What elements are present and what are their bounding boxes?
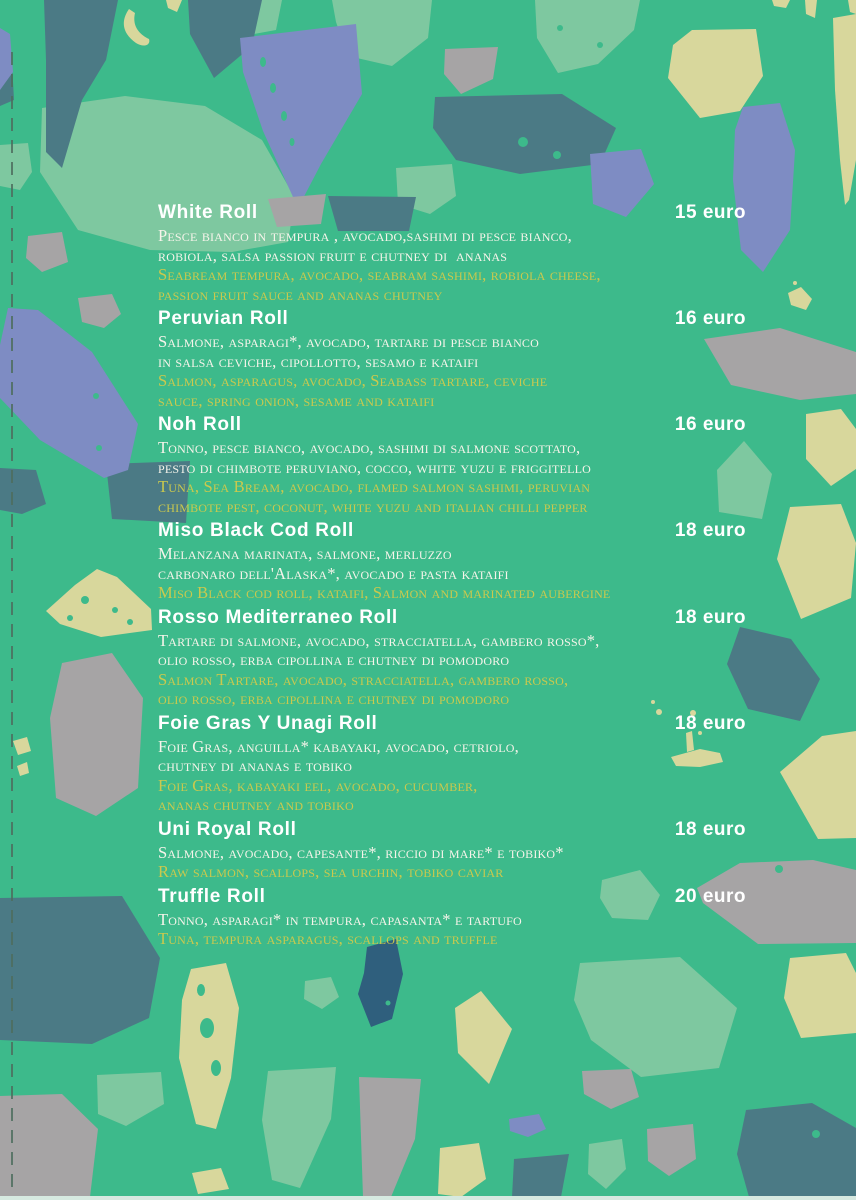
terrazzo-shape xyxy=(359,1077,421,1197)
menu-item xyxy=(158,884,746,949)
item-name: White Roll xyxy=(158,202,258,223)
terrazzo-shape xyxy=(775,865,783,873)
terrazzo-shape xyxy=(553,151,561,159)
terrazzo-shape xyxy=(179,963,239,1129)
terrazzo-shape xyxy=(647,1124,696,1176)
menu-list xyxy=(158,200,746,951)
terrazzo-shape xyxy=(574,957,737,1077)
item-desc-english-line: Foie Gras, kabayaki eel, avocado, cucumber, xyxy=(158,775,478,795)
terrazzo-shape xyxy=(784,953,856,1038)
menu-item xyxy=(158,518,746,603)
terrazzo-shape xyxy=(290,138,295,146)
terrazzo-shape xyxy=(737,1103,856,1197)
terrazzo-shape xyxy=(509,1114,546,1137)
item-desc-italian-line: Pesce bianco in tempura , avocado,sashimi di pesce bianco, xyxy=(158,226,572,245)
item-price: 18 euro xyxy=(674,818,746,840)
item-header xyxy=(158,817,746,843)
item-desc-english-line: sauce, spring onion, sesame and kataifi xyxy=(158,390,435,410)
terrazzo-shape xyxy=(535,0,640,73)
terrazzo-shape xyxy=(93,393,99,399)
item-header xyxy=(158,306,746,332)
item-desc-english-line: ananas chutney and tobiko xyxy=(158,795,354,814)
item-header xyxy=(158,412,746,438)
item-desc-italian-line: olio rosso, erba cipollina e chutney di pomodoro xyxy=(158,650,510,669)
item-header xyxy=(158,200,746,226)
item-price: 15 euro xyxy=(674,202,746,223)
terrazzo-shape xyxy=(262,1067,336,1188)
terrazzo-shape xyxy=(260,57,266,67)
item-desc-italian-line: Tonno, asparagi* in tempura, capasanta* e tartufo xyxy=(158,909,522,929)
item-desc-english-line: Tuna, tempura asparagus, scallops and truffle xyxy=(158,929,498,948)
item-desc-english-line: Salmon Tartare, avocado, stracciatella, gambero rosso, xyxy=(158,669,569,689)
terrazzo-shape xyxy=(433,94,616,174)
terrazzo-shape xyxy=(0,143,32,190)
item-name: Foie Gras Y Unagi Roll xyxy=(158,712,378,734)
menu-item xyxy=(158,711,746,815)
menu-item xyxy=(158,306,746,410)
item-name: Uni Royal Roll xyxy=(158,818,297,840)
item-desc-italian-line: pesto di chimbote peruviano, cocco, white yuzu e friggitello xyxy=(158,457,592,477)
terrazzo-shape xyxy=(270,83,276,93)
item-desc-english-line: Miso Black cod roll, kataifi, Salmon and marinated aubergine xyxy=(158,583,611,602)
terrazzo-shape xyxy=(557,25,563,31)
terrazzo-shape xyxy=(67,615,73,621)
terrazzo-shape xyxy=(192,1168,229,1194)
item-desc-italian-line: Tartare di salmone, avocado, stracciatella, gambero rosso*, xyxy=(158,630,600,650)
terrazzo-shape xyxy=(112,607,118,613)
item-name: Rosso Mediterraneo Roll xyxy=(158,606,398,628)
item-desc-italian-line: robiola, salsa passion fruit e chutney di ananas xyxy=(158,245,508,265)
item-desc-italian-line: Salmone, avocado, capesante*, riccio di mare* e tobiko* xyxy=(158,842,564,862)
terrazzo-shape xyxy=(668,29,763,118)
terrazzo-shape xyxy=(582,1069,639,1109)
item-desc-italian-line: carbonaro dell'Alaska*, avocado e pasta kataifi xyxy=(158,563,509,583)
item-header xyxy=(158,884,746,910)
terrazzo-shape xyxy=(78,294,121,328)
terrazzo-shape xyxy=(281,111,287,121)
bottom-edge-strip xyxy=(0,1196,856,1200)
item-desc-italian-line: Salmone, asparagi*, avocado, tartare di pesce bianco xyxy=(158,332,540,351)
terrazzo-shape xyxy=(200,1018,214,1038)
item-desc-italian-line: Foie Gras, anguilla* kabayaki, avocado, cetriolo, xyxy=(158,736,519,756)
terrazzo-shape xyxy=(0,896,160,1044)
terrazzo-shape xyxy=(386,1001,391,1006)
item-header xyxy=(158,711,746,737)
item-desc-italian-line: chutney di ananas e tobiko xyxy=(158,756,353,775)
item-price: 16 euro xyxy=(674,414,746,435)
item-name: Miso Black Cod Roll xyxy=(158,520,354,541)
terrazzo-shape xyxy=(455,991,512,1084)
terrazzo-shape xyxy=(512,1154,569,1197)
item-desc-italian-line: Tonno, pesce bianco, avocado, sashimi di salmone scottato, xyxy=(158,438,581,457)
menu-item xyxy=(158,412,746,516)
item-desc-english-line: Tuna, Sea Bream, avocado, flamed salmon sashimi, peruvian xyxy=(158,477,591,496)
terrazzo-shape xyxy=(772,0,790,8)
item-desc-english-line: Seabream tempura, avocado, seabram sashimi, robiola cheese, xyxy=(158,265,601,284)
terrazzo-shape xyxy=(805,0,817,18)
terrazzo-shape xyxy=(26,232,68,272)
item-desc-english-line: chimbote pest, coconut, white yuzu and italian chilli pepper xyxy=(158,496,588,516)
menu-item xyxy=(158,200,746,304)
terrazzo-shape xyxy=(812,1130,820,1138)
terrazzo-shape xyxy=(96,445,102,451)
terrazzo-shape xyxy=(0,468,46,514)
item-name: Noh Roll xyxy=(158,414,242,435)
menu-item xyxy=(158,817,746,882)
terrazzo-shape xyxy=(438,1143,486,1197)
terrazzo-shape xyxy=(788,287,812,310)
terrazzo-shape xyxy=(0,1094,98,1197)
terrazzo-shape xyxy=(97,1072,164,1126)
terrazzo-navy-group xyxy=(358,939,403,1027)
item-name: Peruvian Roll xyxy=(158,308,289,329)
terrazzo-shape xyxy=(211,1060,221,1076)
terrazzo-shape xyxy=(597,42,603,48)
terrazzo-shape xyxy=(777,504,856,619)
item-desc-english-line: Salmon, asparagus, avocado, Seabass tartare, ceviche xyxy=(158,371,548,390)
terrazzo-shape xyxy=(127,619,133,625)
terrazzo-shape xyxy=(780,731,856,839)
terrazzo-shape xyxy=(13,737,31,755)
terrazzo-shape xyxy=(197,984,205,996)
item-desc-english-line: Raw salmon, scallops, sea urchin, tobiko caviar xyxy=(158,862,504,881)
item-desc-english-line: passion fruit sauce and ananas chutney xyxy=(158,284,443,304)
item-price: 18 euro xyxy=(674,606,746,628)
terrazzo-shape xyxy=(806,409,856,486)
terrazzo-shape xyxy=(304,977,339,1009)
menu-item xyxy=(158,605,746,709)
item-price: 18 euro xyxy=(674,520,746,541)
terrazzo-shape xyxy=(444,47,498,94)
item-desc-italian-line: in salsa ceviche, cipollotto, sesamo e kataifi xyxy=(158,351,479,371)
item-name: Truffle Roll xyxy=(158,885,266,907)
terrazzo-shape xyxy=(793,281,797,285)
item-header xyxy=(158,605,746,631)
terrazzo-shape xyxy=(124,9,150,46)
terrazzo-shape xyxy=(17,762,29,776)
terrazzo-shape xyxy=(0,308,138,478)
terrazzo-shape xyxy=(588,1139,626,1189)
terrazzo-shape xyxy=(518,137,528,147)
item-price: 16 euro xyxy=(674,308,746,329)
item-desc-italian-line: Melanzana marinata, salmone, merluzzo xyxy=(158,544,452,563)
item-desc-english-line: olio rosso, erba cipollina e chutney di pomodoro xyxy=(158,689,510,708)
terrazzo-shape xyxy=(46,569,152,637)
terrazzo-shape xyxy=(833,14,856,205)
terrazzo-shape xyxy=(166,0,182,12)
terrazzo-shape xyxy=(50,653,143,816)
item-header xyxy=(158,518,746,544)
item-price: 20 euro xyxy=(674,885,746,907)
terrazzo-shape xyxy=(81,596,89,604)
item-price: 18 euro xyxy=(674,712,746,734)
terrazzo-shape xyxy=(358,939,403,1027)
terrazzo-shape xyxy=(848,0,856,14)
